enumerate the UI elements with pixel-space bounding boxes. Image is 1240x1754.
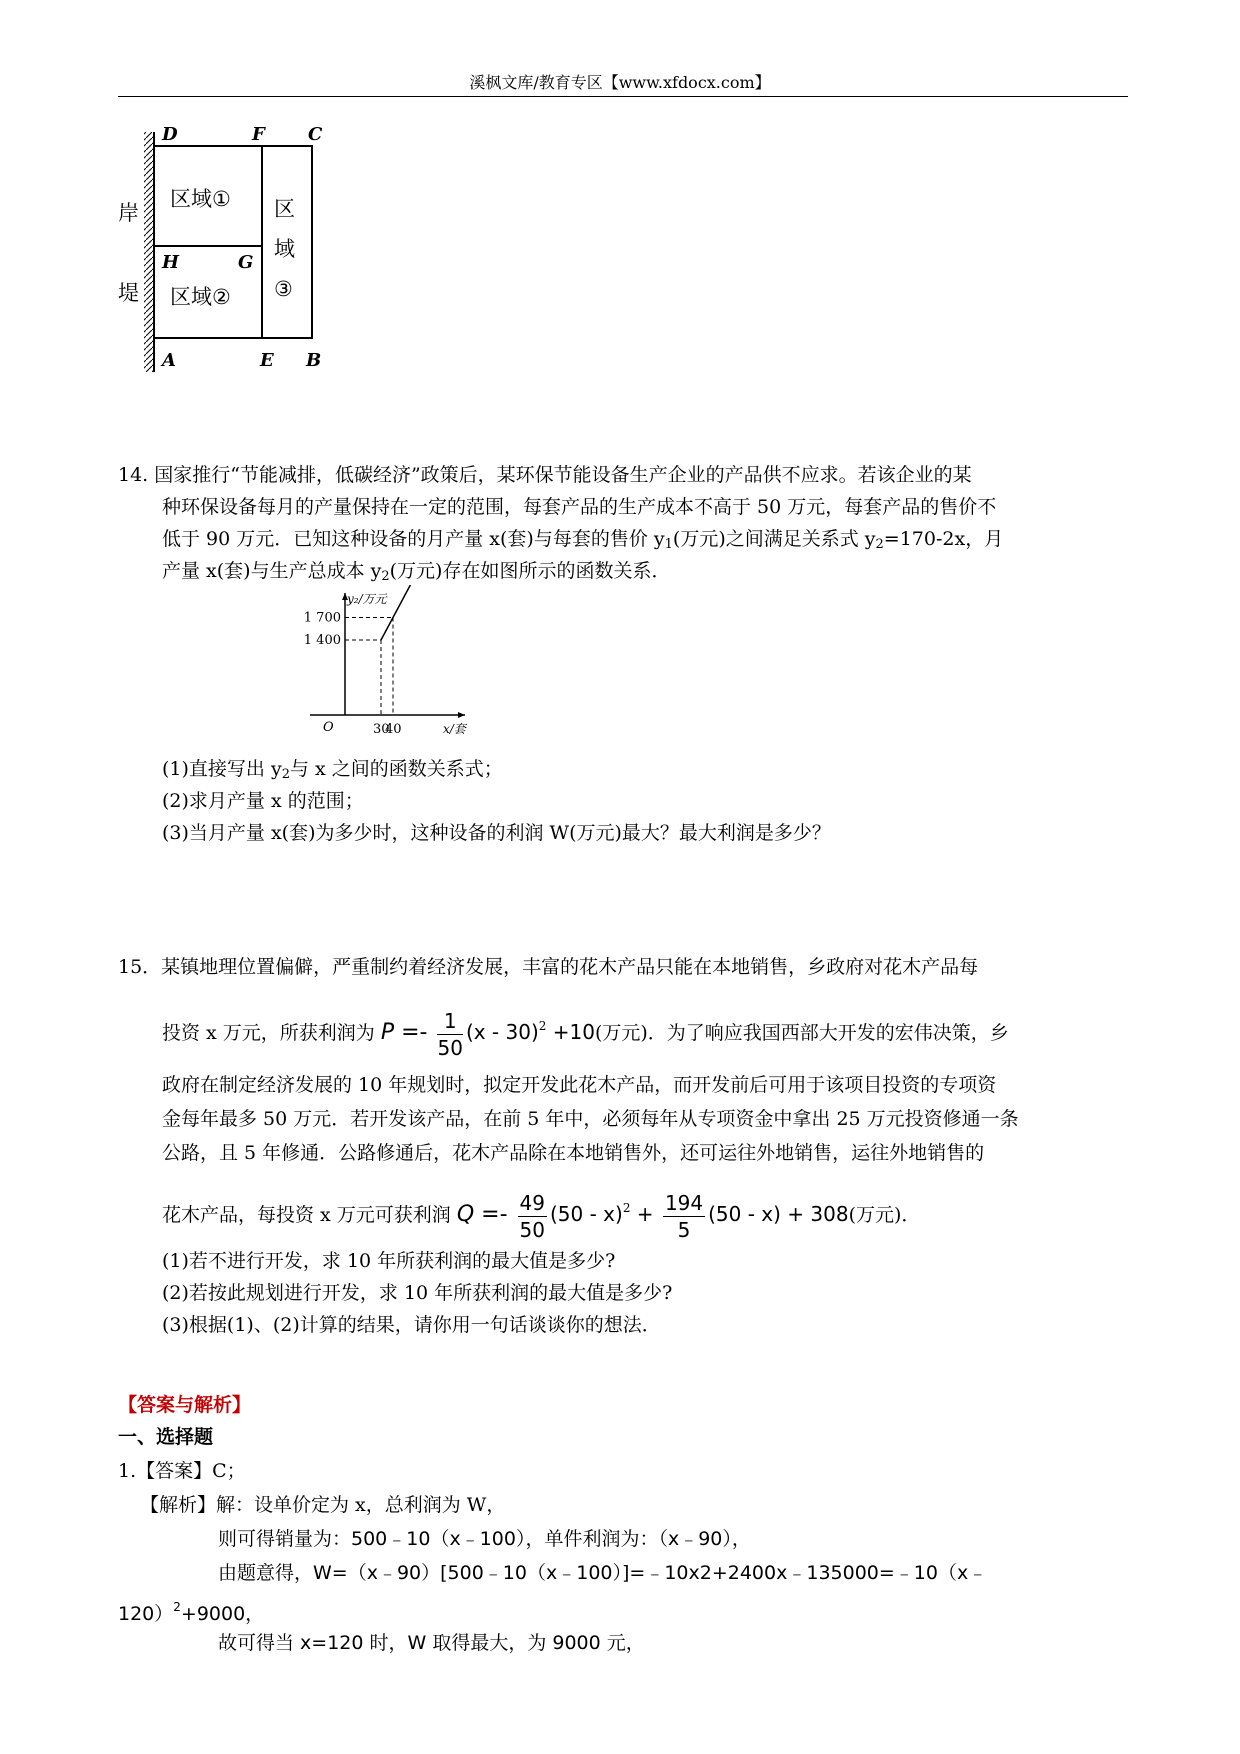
q14-sub3: (3)当月产量 x(套)为多少时，这种设备的利润 W(万元)最大？最大利润是多少？: [162, 822, 831, 844]
embankment-hatch: [144, 132, 154, 372]
answer-1-analysis: 【解析】解：设单价定为 x，总利润为 W，: [140, 1494, 506, 1516]
region-diagram: [110, 120, 350, 380]
q14-sub1: (1)直接写出 $y_2$与 x 之间的函数关系式；: [162, 758, 503, 782]
q15-sub2: (2)若按此规划进行开发，求 10 年所获利润的最大值是多少?: [162, 1282, 673, 1304]
q14-line1: 14. 国家推行“节能减排，低碳经济”政策后，某环保节能设备生产企业的产品供不应求。若该企业的某: [118, 464, 972, 486]
x-axis-label: x/套: [443, 722, 466, 736]
bank-char-2: 堤: [118, 281, 139, 305]
label-B: B: [306, 350, 322, 371]
x-tick-40: 40: [385, 722, 402, 737]
q14-sub2: (2)求月产量 x 的范围；: [162, 790, 364, 812]
q15-line1: 15．某镇地理位置偏僻，严重制约着经济发展，丰富的花木产品只能在本地销售，乡政府对花木产品每: [118, 956, 979, 978]
header-rule: [118, 96, 1128, 97]
x-axis-arrow: [458, 712, 465, 718]
bank-char-1: 岸: [118, 201, 139, 225]
q15-sub3: (3)根据(1)、(2)计算的结果，请你用一句话谈谈你的想法．: [162, 1314, 661, 1336]
region-3-b: 域: [274, 237, 295, 261]
q15-line4: 金每年最多 50 万元．若开发该产品，在前 5 年中，必须每年从专项资金中拿出 25 万元投资修通一条: [162, 1108, 1019, 1130]
q14-line4: 产量 x(套)与生产总成本 $y_2$(万元)存在如图所示的函数关系．: [162, 560, 671, 584]
label-A: A: [162, 350, 176, 371]
label-D: D: [162, 124, 178, 145]
label-G: G: [238, 252, 254, 273]
label-E: E: [260, 350, 274, 371]
answers-heading: 【答案与解析】: [118, 1394, 252, 1416]
x-tick-30: 30: [373, 722, 390, 737]
answer-1-line4: 故可得当 x=120 时，W 取得最大，为 9000 元，: [218, 1632, 645, 1654]
region-1: 区域①: [170, 187, 231, 211]
label-H: H: [162, 252, 180, 273]
y-tick-1400: 1 400: [303, 633, 341, 648]
page-header: 溪枫文库/教育专区【www.xfdocx.com】: [469, 73, 771, 92]
label-F: F: [252, 124, 265, 145]
answer-1-line1: 则可得销量为：500﹣10（x﹣100），单件利润为：（x﹣90），: [218, 1528, 751, 1550]
label-C: C: [308, 124, 323, 145]
q14-line2: 种环保设备每月的产量保持在一定的范围，每套产品的生产成本不高于 50 万元，每套产品的售价不: [162, 496, 997, 518]
origin-label: O: [323, 720, 334, 735]
q15-line3: 政府在制定经济发展的 10 年规划时，拟定开发此花木产品，而开发前后可用于该项目投资的专项资: [162, 1074, 997, 1096]
y-tick-1700: 1 700: [303, 610, 341, 626]
region-2: 区域②: [170, 285, 231, 309]
q15-line2: 投资 x 万元，所获利润为 P =- $\frac{1}{50}$ (x - 30)$^2$ +10(万元)．为了响应我国西部大开发的宏伟决策，乡: [162, 1008, 1009, 1060]
q14-line3: 低于 90 万元．已知这种设备的月产量 x(套)与每套的售价 $y_1$(万元)之间满足关系式 $y_2=170-2x$，月: [162, 528, 1004, 552]
region-3-a: 区: [274, 197, 295, 221]
answer-1: 1.【答案】C；: [118, 1460, 246, 1482]
answer-1-line3: 120）$^2$+9000，: [118, 1600, 265, 1625]
q15-sub1: (1)若不进行开发，求 10 年所获利润的最大值是多少?: [162, 1250, 616, 1272]
y-axis-label: y₂/万元: [347, 592, 387, 606]
answer-1-line2: 由题意得，W=（x﹣90）[500﹣10（x﹣100）]=﹣10x2+2400x﹣135000=﹣10（x﹣: [218, 1562, 988, 1584]
cost-chart: [290, 585, 510, 745]
region-3-c: ③: [274, 277, 293, 301]
q15-line6: 花木产品，每投资 x 万元可获利润 Q =- $\frac{49}{50}$ (50 - x)$^2$ + $\frac{194}{5}$ (50 - x) + 308(万元)．: [162, 1190, 921, 1242]
answers-section: 一、选择题: [118, 1426, 214, 1448]
q15-line5: 公路，且 5 年修通．公路修通后，花木产品除在本地销售外，还可运往外地销售，运往外地销售的: [162, 1142, 985, 1164]
